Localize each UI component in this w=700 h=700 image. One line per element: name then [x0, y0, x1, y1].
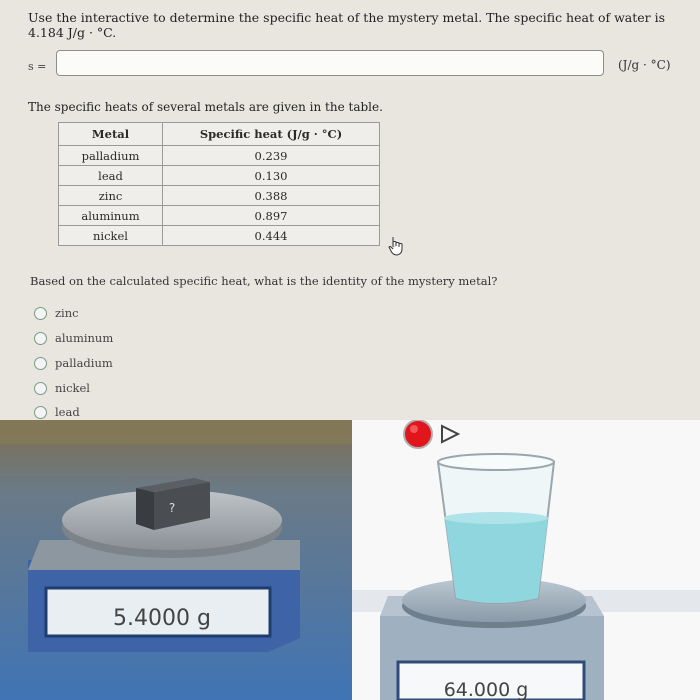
radio-button[interactable] [34, 307, 47, 320]
heat-cell: 0.239 [163, 146, 380, 166]
option-label: palladium [55, 356, 113, 370]
radio-button[interactable] [34, 357, 47, 370]
beaker[interactable] [438, 454, 554, 603]
option-label: zinc [55, 306, 79, 320]
option-nickel[interactable] [34, 380, 90, 396]
heat-cell: 0.897 [163, 206, 380, 226]
heat-cell: 0.444 [163, 226, 380, 246]
specific-heat-label: s = [28, 60, 47, 73]
option-zinc[interactable] [34, 305, 79, 321]
option-label: nickel [55, 381, 90, 395]
left-grid-band [0, 420, 352, 444]
metal-cell: lead [59, 166, 163, 186]
question-text: Use the interactive to determine the specific heat of the mystery metal. The specific heat of water is 4.184 J/g · °C. [28, 10, 666, 40]
table-row [59, 166, 380, 186]
header-specific-heat: Specific heat (J/g · °C) [163, 123, 380, 146]
table-row [59, 226, 380, 246]
specific-heat-table [58, 122, 380, 246]
table-row [59, 206, 380, 226]
mystery-label: ? [168, 501, 176, 515]
specific-heat-unit: (J/g · °C) [618, 58, 671, 72]
option-lead[interactable] [34, 404, 80, 420]
heat-cell: 0.130 [163, 166, 380, 186]
radio-button[interactable] [34, 332, 47, 345]
metal-mass-readout: 5.4000 g [113, 606, 211, 631]
radio-button[interactable] [34, 382, 47, 395]
heat-cell: 0.388 [163, 186, 380, 206]
beaker-rim [438, 454, 554, 470]
metal-cell: nickel [59, 226, 163, 246]
option-label: aluminum [55, 331, 114, 345]
metal-cell: aluminum [59, 206, 163, 226]
water [445, 518, 548, 603]
option-aluminum[interactable] [34, 330, 113, 346]
option-label: lead [55, 405, 80, 419]
table-row [59, 146, 380, 166]
pointer-hand-icon [388, 236, 404, 256]
header-metal: Metal [59, 123, 163, 146]
metal-cell: palladium [59, 146, 163, 166]
metal-cell: zinc [59, 186, 163, 206]
option-palladium[interactable] [34, 355, 113, 371]
record-icon[interactable] [404, 420, 432, 448]
specific-heat-input[interactable] [56, 50, 604, 76]
radio-button[interactable] [34, 406, 47, 419]
water-mass-readout: 64.000 g [443, 679, 529, 700]
simulation-area[interactable] [0, 420, 700, 700]
identity-question: Based on the calculated specific heat, what is the identity of the mystery metal? [30, 274, 498, 288]
water-surface [444, 512, 548, 524]
table-row [59, 186, 380, 206]
table-intro: The specific heats of several metals are given in the table. [28, 100, 383, 114]
record-highlight [410, 425, 418, 433]
